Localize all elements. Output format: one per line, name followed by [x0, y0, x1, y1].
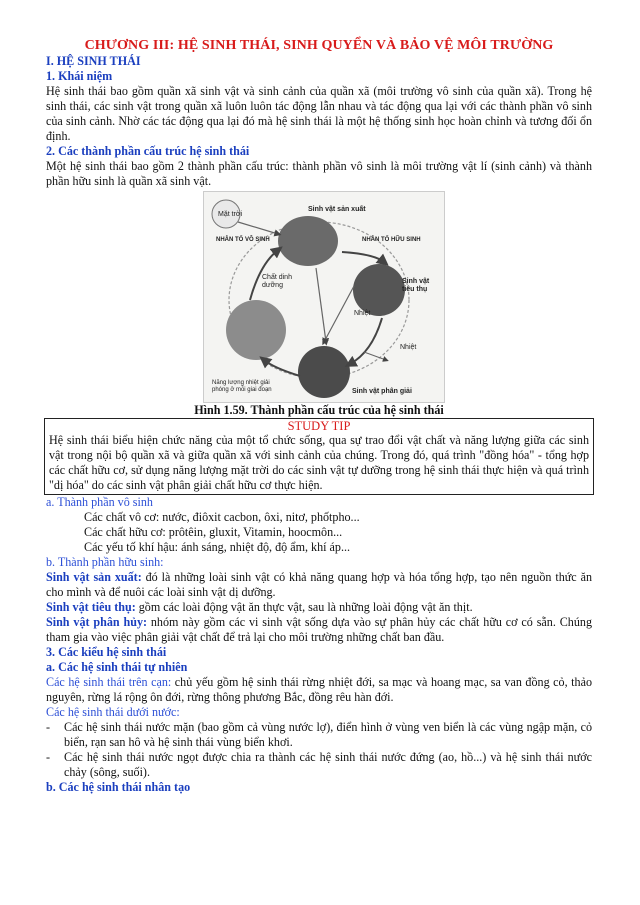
heat-label-2: Nhiệt	[400, 344, 417, 351]
decomposer-paragraph	[46, 615, 592, 645]
biotic-heading: b. Thành phần hữu sinh:	[46, 555, 164, 569]
decomposer-text: nhóm này gồm các vi sinh vật sống dựa vào sự phân hủy các chất hữu cơ có sẵn. Chúng tham gia vào việc phân giải vật chất để trả lại cho môi trường những chất ban đầu.	[46, 615, 592, 644]
subsection-heading: 2. Các thành phần cấu trúc hệ sinh thái	[46, 144, 250, 158]
dash-bullet: -	[46, 750, 51, 764]
land-term: Các hệ sinh thái trên cạn:	[46, 675, 172, 689]
list-item	[46, 750, 592, 780]
consumer-paragraph	[46, 600, 592, 615]
water-heading: Các hệ sinh thái dưới nước:	[46, 705, 180, 719]
abiotic-label: NHÂN TỐ VÔ SINH	[216, 237, 270, 243]
dash-bullet: -	[46, 720, 51, 734]
abiotic-photo	[226, 300, 286, 360]
producer-paragraph	[46, 570, 592, 600]
list-item	[46, 720, 592, 750]
study-tip-box	[44, 418, 594, 495]
decomposer-term: Sinh vật phân hủy:	[46, 615, 148, 629]
chapter-title: CHƯƠNG III: HỆ SINH THÁI, SINH QUYỂN VÀ BẢO VỆ MÔI TRƯỜNG	[84, 38, 554, 53]
section-heading: I. HỆ SINH THÁI	[46, 54, 141, 68]
producer-term: Sinh vật sản xuất:	[46, 570, 142, 584]
sun-label: Mặt trời	[218, 211, 243, 218]
nutrients-label: Chất dinh dưỡng	[262, 274, 292, 289]
consumer-term: Sinh vật tiêu thụ:	[46, 600, 136, 614]
decomposer-photo	[298, 346, 350, 398]
consumer-label: Sinh vật tiêu thụ	[402, 278, 430, 293]
abiotic-item: Các chất hữu cơ: prôtêin, gluxit, Vitamin, hoocmôn...	[84, 525, 343, 539]
artificial-ecosystems-heading: b. Các hệ sinh thái nhân tạo	[46, 780, 191, 794]
freshwater-text: Các hệ sinh thái nước ngọt được chia ra thành các hệ sinh thái nước đứng (ao, hồ...) và hệ sinh thái nước chảy (sông, suối).	[64, 750, 592, 779]
ecosystem-cycle-graphic	[204, 192, 444, 402]
study-tip-text: Hệ sinh thái biểu hiện chức năng của một tổ chức sống, qua sự trao đổi vật chất và năng lượng giữa các sinh vật trong nội bộ quần xã và giữa quần xã với sinh cảnh của chúng. Trong đó, quá trình "đồng hóa" - tổng hợp các chất hữu cơ, sử dụng năng lượng mặt trời do các sinh vật tự dưỡng trong hệ sinh thái thực hiện và quá trình "dị hóa" do các sinh vật phân giải chất hữu cơ thực hiện.	[49, 433, 589, 492]
saltwater-text: Các hệ sinh thái nước mặn (bao gồm cả vùng nước lợ), điển hình ở vùng ven biển là các vùng ngập mặn, cỏ biển, rạn san hô và hệ sinh thái vùng biển khơi.	[64, 720, 592, 749]
paragraph-definition: Hệ sinh thái bao gồm quần xã sinh vật và sinh cảnh của quần xã (môi trường vô sinh của quần xã). Trong hệ sinh thái, các sinh vật trong quần xã luôn luôn tác động lẫn nhau và tác động qua lại với các thành phần vô sinh của sinh cảnh. Nhờ các tác động qua lại đó mà hệ sinh thái là một hệ thống sinh học hoàn chỉnh và tương đối ổn định.	[46, 84, 592, 143]
subsection-heading: 1. Khái niệm	[46, 69, 113, 83]
producer-photo	[278, 216, 338, 266]
study-tip-heading: STUDY TIP	[287, 419, 351, 433]
biotic-label: NHÂN TỐ HỮU SINH	[362, 237, 421, 243]
ecosystem-diagram	[203, 191, 445, 403]
abiotic-item: Các yếu tố khí hậu: ánh sáng, nhiệt độ, độ ẩm, khí áp...	[84, 540, 351, 554]
natural-ecosystems-heading: a. Các hệ sinh thái tự nhiên	[46, 660, 188, 674]
consumer-photo	[353, 264, 405, 316]
energy-label: Năng lượng nhiệt giải phóng ở mỗi giai đoạn	[212, 380, 272, 393]
heat-label-1: Nhiệt	[354, 310, 371, 317]
producer-text: đó là những loài sinh vật có khả năng quang hợp và hóa tổng hợp, tạo nên nguồn thức ăn cho mình và để nuôi các loài sinh vật dị dưỡng.	[46, 570, 592, 599]
producer-label: Sinh vật sản xuất	[308, 206, 366, 213]
land-text: chủ yếu gồm hệ sinh thái rừng nhiệt đới, sa mạc và hoang mạc, sa van đồng cỏ, thảo nguyên, rừng lá rộng ôn đới, rừng thông phương Bắc, đồng rêu hàn đới.	[46, 675, 592, 704]
figure-caption: Hình 1.59. Thành phần cấu trúc của hệ sinh thái	[194, 403, 444, 417]
land-paragraph	[46, 675, 592, 705]
decomposer-label: Sinh vật phân giải	[352, 388, 412, 395]
subsection-heading: 3. Các kiểu hệ sinh thái	[46, 645, 167, 659]
abiotic-heading: a. Thành phần vô sinh	[46, 495, 153, 509]
paragraph-components: Một hệ sinh thái bao gồm 2 thành phần cấu trúc: thành phần vô sinh là môi trường vật lí (sinh cảnh) và thành phần hữu sinh là quần xã sinh vật.	[46, 159, 592, 188]
abiotic-item: Các chất vô cơ: nước, điôxit cacbon, ôxi, nitơ, phốtpho...	[84, 510, 360, 524]
consumer-text: gồm các loài động vật ăn thực vật, sau là những loài động vật ăn thịt.	[135, 600, 473, 614]
